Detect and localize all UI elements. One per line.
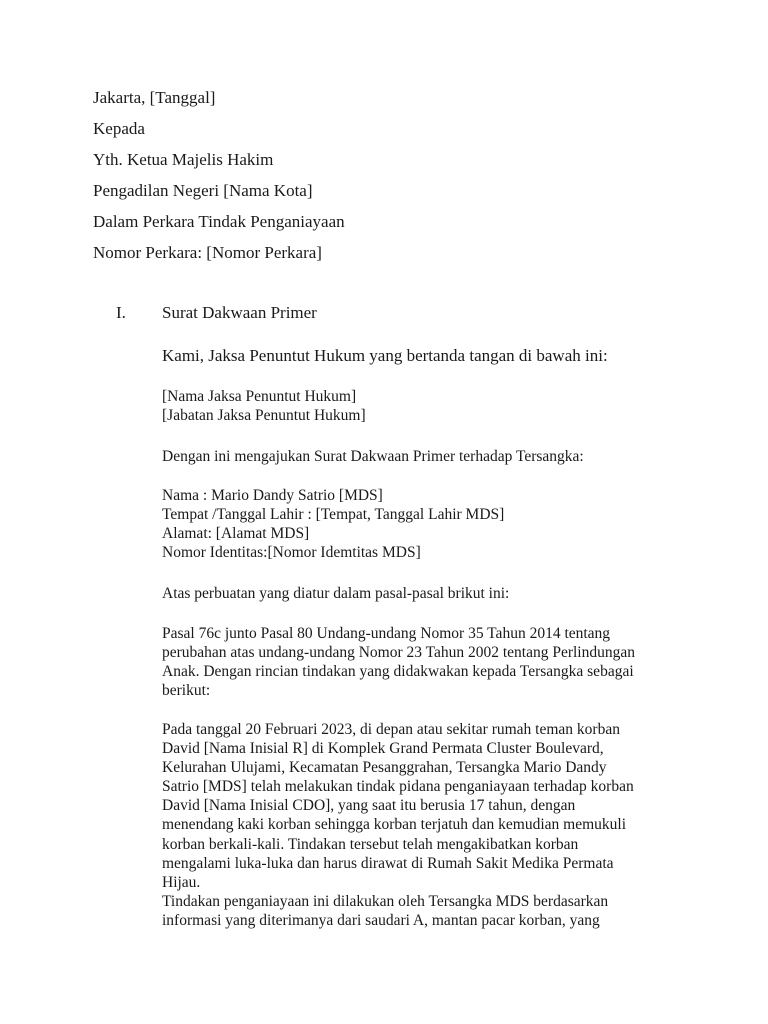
facts-paragraph (162, 720, 682, 930)
place-date: Jakarta, [Tanggal] (93, 88, 216, 107)
case-title: Dalam Perkara Tindak Penganiayaan (93, 212, 345, 231)
prosecutor-position: [Jabatan Jaksa Penuntut Hukum] (162, 407, 366, 425)
intro-sentence: Kami, Jaksa Penuntut Hukum yang bertanda tangan di bawah ini: (162, 346, 608, 365)
prosecutor-block (162, 387, 682, 425)
paragraph-line: Pada tanggal 20 Februari 2023, di depan atau sekitar rumah teman korban (162, 721, 620, 738)
suspect-birth: Tempat /Tanggal Lahir : [Tempat, Tanggal Lahir MDS] (162, 506, 505, 524)
paragraph-line: Pasal 76c junto Pasal 80 Undang-undang Nomor 35 Tahun 2014 tentang (162, 625, 611, 642)
paragraph-line: Kelurahan Ulujami, Kecamatan Pesanggrahan, Tersangka Mario Dandy (162, 759, 607, 777)
paragraph-line: Hijau. (162, 873, 201, 891)
suspect-identity-block (162, 486, 682, 562)
paragraph-line: David [Nama Inisial R] di Komplek Grand Permata Cluster Boulevard, (162, 740, 604, 758)
paragraph-line: mengalami luka-luka dan harus dirawat di Rumah Sakit Medika Permata (162, 854, 614, 872)
recipient: Yth. Ketua Majelis Hakim (93, 150, 274, 169)
addressee-label: Kepada (93, 119, 145, 138)
paragraph-line: menendang kaki korban sehingga korban terjatuh dan kemudian memukuli (162, 816, 627, 834)
paragraph-line: David [Nama Inisial CDO], yang saat itu berusia 17 tahun, dengan (162, 797, 576, 815)
paragraph-line: Anak. Dengan rincian tindakan yang didakwakan kepada Tersangka sebagai (162, 663, 634, 681)
submission-paragraph (162, 447, 682, 466)
suspect-name: Nama : Mario Dandy Satrio [MDS] (162, 487, 383, 504)
suspect-id-number: Nomor Identitas:[Nomor Idemtitas MDS] (162, 544, 421, 562)
paragraph-line: korban berkali-kali. Tindakan tersebut telah mengakibatkan korban (162, 835, 579, 853)
case-number: Nomor Perkara: [Nomor Perkara] (93, 243, 322, 262)
section-number: I. (116, 303, 126, 322)
prosecutor-name: [Nama Jaksa Penuntut Hukum] (162, 388, 357, 405)
articles-paragraph (162, 624, 682, 700)
paragraph-line: perubahan atas undang-undang Nomor 23 Tahun 2002 tentang Perlindungan (162, 644, 635, 662)
suspect-address: Alamat: [Alamat MDS] (162, 525, 310, 543)
paragraph-line: Tindakan penganiayaan ini dilakukan oleh Tersangka MDS berdasarkan (162, 892, 609, 910)
paragraph-line: berikut: (162, 682, 211, 700)
court-name: Pengadilan Negeri [Nama Kota] (93, 181, 313, 200)
section-title: Surat Dakwaan Primer (162, 303, 317, 322)
paragraph-line: Satrio [MDS] telah melakukan tindak pidana penganiayaan terhadap korban (162, 778, 634, 796)
articles-intro-paragraph (162, 584, 682, 603)
paragraph-line: informasi yang diterimanya dari saudari A, mantan pacar korban, yang (162, 911, 600, 929)
submission-text: Dengan ini mengajukan Surat Dakwaan Primer terhadap Tersangka: (162, 448, 584, 465)
articles-intro: Atas perbuatan yang diatur dalam pasal-pasal brikut ini: (162, 585, 510, 602)
